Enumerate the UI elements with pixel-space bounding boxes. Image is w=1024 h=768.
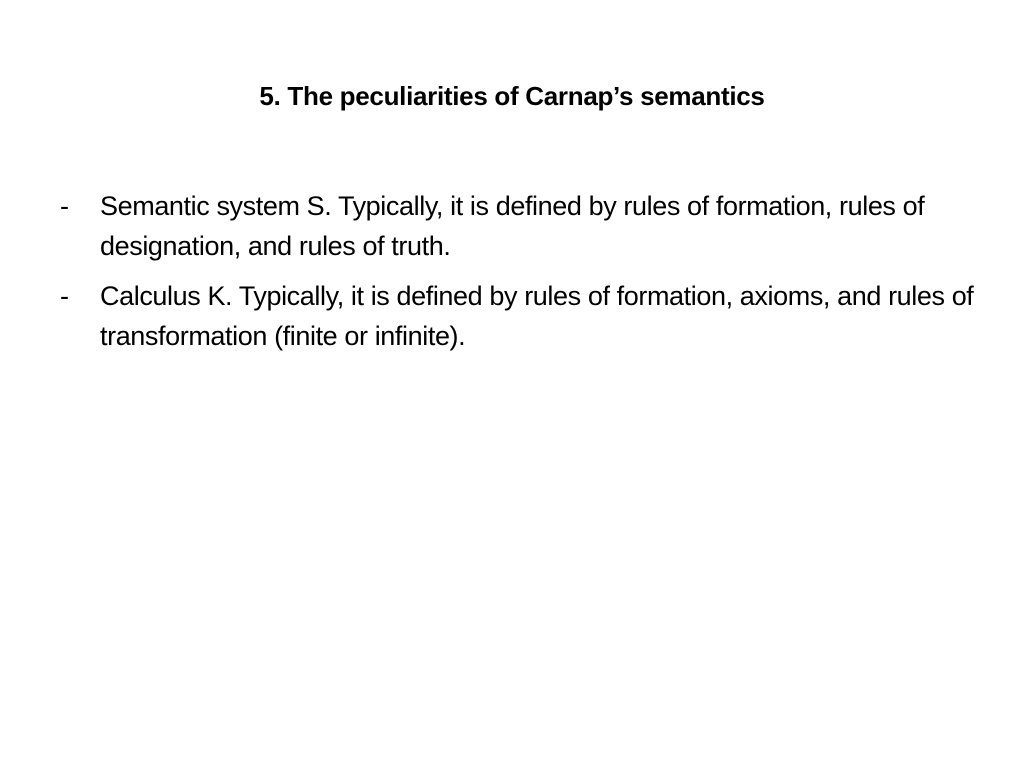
slide-title: 5. The peculiarities of Carnap’s semantics [259, 81, 765, 111]
dash-bullet-marker: - [60, 281, 69, 311]
bullet-item-semantic-system [58, 186, 988, 266]
bullet-text: Semantic system S. Typically, it is defined by rules of formation, rules of designation, and rules of truth. [100, 191, 925, 261]
bullet-text: Calculus K. Typically, it is defined by rules of formation, axioms, and rules of transformation (finite or infinite). [100, 281, 974, 351]
bullet-list [58, 186, 988, 366]
bullet-item-calculus [58, 276, 988, 356]
dash-bullet-marker: - [60, 191, 69, 221]
